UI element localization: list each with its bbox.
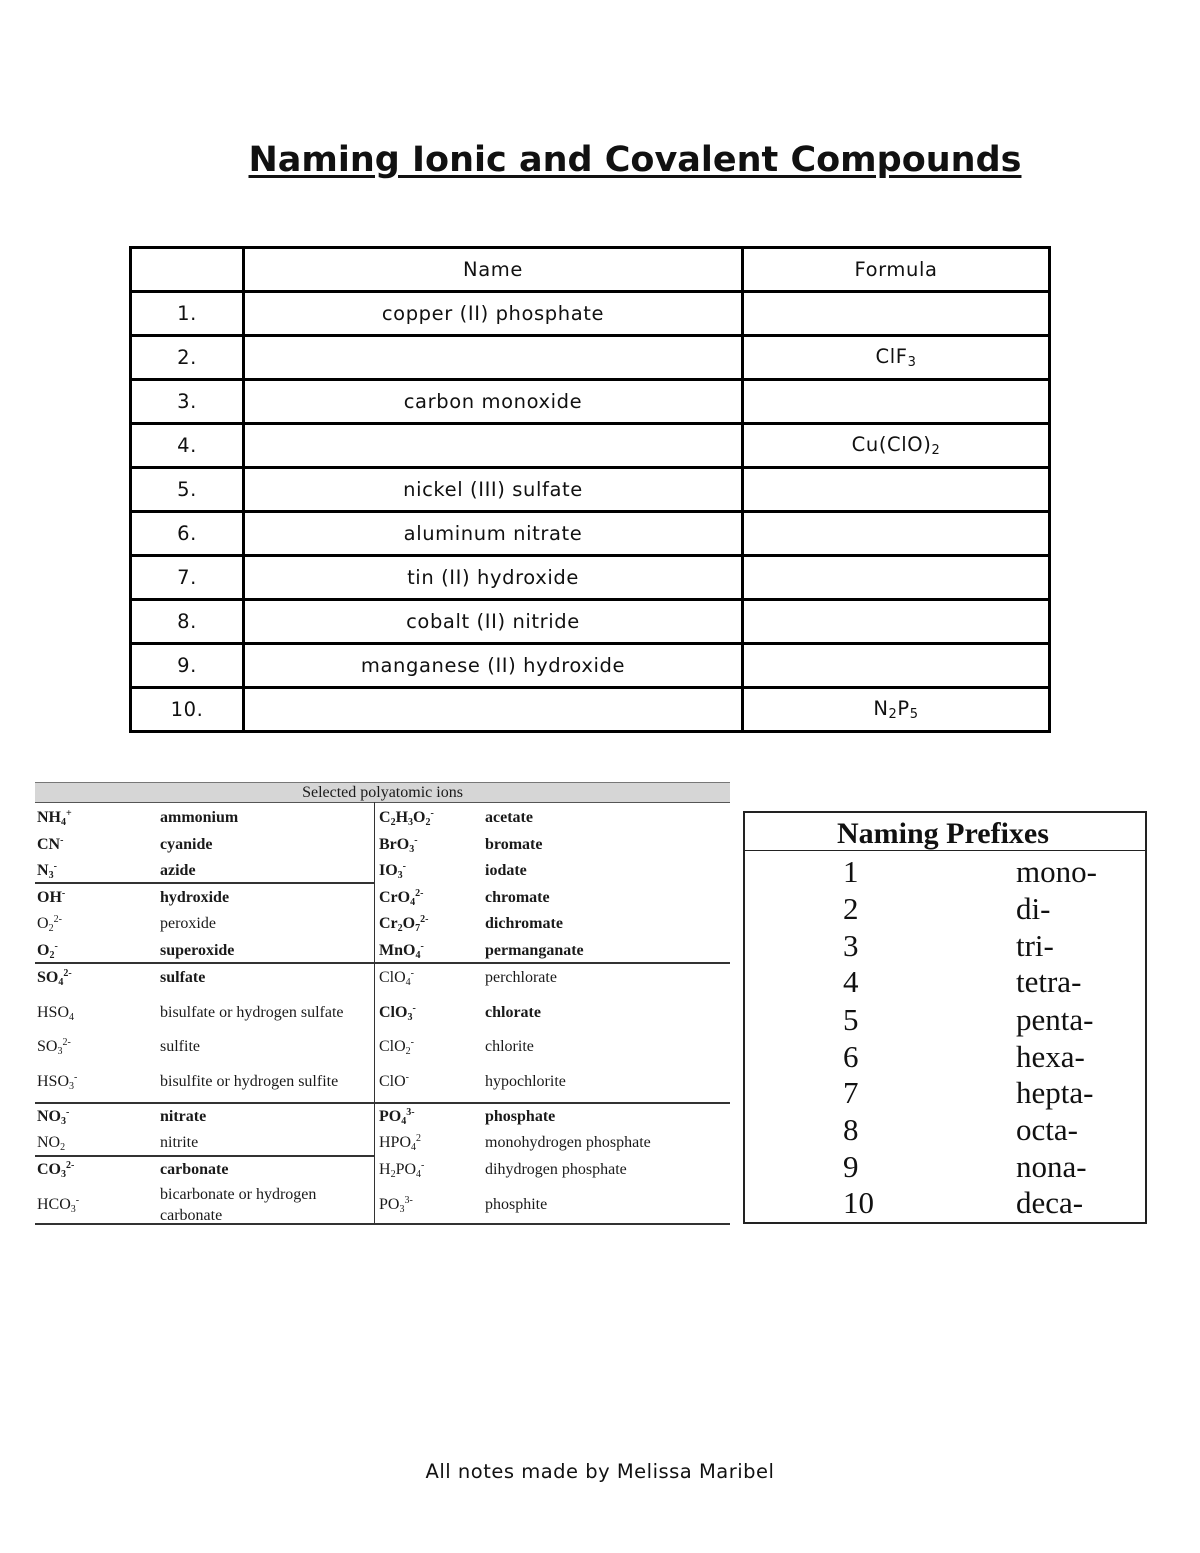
row-number: 2.: [131, 336, 244, 380]
row-name: [244, 336, 743, 380]
row-name: [244, 688, 743, 732]
ion-name: sulfate: [160, 969, 206, 986]
ion-formula: $NO_3^-$: [37, 1107, 70, 1127]
prefix-number: 3: [843, 928, 859, 963]
ion-formula: ClO$_4$-: [379, 968, 415, 988]
ion-formula: $O_2^{2-}$: [37, 914, 62, 934]
row-name: copper (II) phosphate: [244, 292, 743, 336]
table-row: [131, 556, 1050, 600]
row-number: 3.: [131, 380, 244, 424]
ion-formula: $HSO_3^-$: [37, 1072, 78, 1092]
prefix-name: tetra-: [1016, 964, 1082, 999]
row-name: cobalt (II) nitride: [244, 600, 743, 644]
ion-formula: CrO$_4^{2-}$: [379, 888, 424, 908]
ion-formula: $NH_4^+$: [37, 808, 72, 828]
ion-name: bisulfite or hydrogen sulfite: [160, 1073, 339, 1090]
ion-name: azide: [160, 862, 196, 879]
prefix-name: mono-: [1016, 854, 1097, 889]
prefix-number: 9: [843, 1149, 859, 1184]
ion-formula: $HSO_4$: [37, 1004, 75, 1023]
ions-divider: [374, 802, 375, 1224]
ions-group-divider: [35, 962, 730, 964]
row-number: 6.: [131, 512, 244, 556]
row-formula: $Cu(ClO)_2$: [743, 424, 1050, 468]
ion-name: bicarbonate or hydrogen carbonate: [160, 1186, 317, 1224]
ion-formula: ClO$_3$-: [379, 1003, 416, 1023]
ion-formula: $C_2H_3O_2^-$: [379, 808, 434, 828]
row-name: nickel (III) sulfate: [244, 468, 743, 512]
table-row: [131, 644, 1050, 688]
header-formula: Formula: [743, 248, 1050, 292]
row-name: tin (II) hydroxide: [244, 556, 743, 600]
row-number: 8.: [131, 600, 244, 644]
ion-formula: $HPO_4^2$: [379, 1133, 422, 1153]
ion-name: iodate: [485, 862, 527, 879]
row-formula: [743, 600, 1050, 644]
ion-name: peroxide: [160, 915, 216, 932]
table-row: [131, 336, 1050, 380]
row-formula: [743, 292, 1050, 336]
ion-name: acetate: [485, 809, 533, 826]
ion-formula: ClO$_2$-: [379, 1037, 415, 1057]
ion-formula: $SO_3^{2-}$: [37, 1037, 71, 1057]
prefix-name: di-: [1016, 891, 1051, 926]
prefix-number: 10: [843, 1185, 874, 1220]
prefix-number: 4: [843, 964, 859, 999]
table-row: [131, 424, 1050, 468]
ion-name: bromate: [485, 836, 543, 853]
naming-prefixes-table: [743, 811, 1147, 1224]
prefix-number: 6: [843, 1039, 859, 1074]
row-number: 7.: [131, 556, 244, 600]
ion-name: monohydrogen phosphate: [485, 1134, 651, 1151]
ion-name: dichromate: [485, 915, 563, 932]
ion-formula: $CO_3^{2-}$: [37, 1160, 75, 1180]
row-name: [244, 424, 743, 468]
table-row: [131, 512, 1050, 556]
ions-table-title: Selected polyatomic ions: [35, 782, 730, 803]
ions-group-divider: [35, 1102, 730, 1104]
ion-formula: $SO_4^{2-}$: [37, 968, 72, 988]
ions-group-divider: [35, 882, 374, 884]
ions-bottom-border: [35, 1223, 730, 1225]
header-name: Name: [244, 248, 743, 292]
ion-name: sulfite: [160, 1038, 200, 1055]
ion-formula: $PO_4^{3-}$: [379, 1107, 415, 1127]
row-formula: [743, 468, 1050, 512]
ion-formula: ClO-: [379, 1072, 410, 1090]
table-row: [131, 380, 1050, 424]
ion-name: nitrate: [160, 1108, 207, 1125]
ion-formula: $Cr_2O_7^{2-}$: [379, 914, 429, 934]
prefix-number: 2: [843, 891, 859, 926]
row-number: 1.: [131, 292, 244, 336]
row-name: carbon monoxide: [244, 380, 743, 424]
prefix-name: tri-: [1016, 928, 1054, 963]
row-formula: ClF$_3$: [743, 336, 1050, 380]
row-number: 9.: [131, 644, 244, 688]
ion-formula: $H_2PO_4^-$: [379, 1160, 425, 1180]
footer-credit: All notes made by Melissa Maribel: [425, 1460, 775, 1483]
table-row: [131, 468, 1050, 512]
row-formula: [743, 380, 1050, 424]
ion-name: chlorate: [485, 1004, 541, 1021]
ion-formula: CN-: [37, 835, 64, 853]
prefix-number: 7: [843, 1075, 859, 1110]
ion-name: hydroxide: [160, 889, 230, 906]
table-header-row: [131, 248, 1050, 292]
polyatomic-ions-table: [35, 782, 730, 1225]
row-formula: [743, 512, 1050, 556]
ion-formula: OH-: [37, 888, 66, 906]
ion-name: chromate: [485, 889, 550, 906]
prefix-name: hexa-: [1016, 1039, 1085, 1074]
ion-name: chlorite: [485, 1038, 534, 1055]
ion-name: bisulfate or hydrogen sulfate: [160, 1004, 344, 1021]
table-row: [131, 688, 1050, 732]
ion-name: phosphite: [485, 1196, 548, 1213]
worksheet-table: [129, 246, 1051, 733]
prefix-name: penta-: [1016, 1002, 1094, 1037]
ion-formula: MnO$_4$-: [379, 941, 424, 961]
ion-name: cyanide: [160, 836, 213, 853]
ion-formula: $HCO_3^-$: [37, 1195, 80, 1215]
ion-formula: BrO$_3$-: [379, 835, 418, 855]
prefix-name: deca-: [1016, 1185, 1084, 1220]
prefix-number: 8: [843, 1112, 859, 1147]
prefix-name: hepta-: [1016, 1075, 1094, 1110]
ion-formula: $IO_3^-$: [379, 861, 407, 881]
row-number: 5.: [131, 468, 244, 512]
ion-formula: $N_3^-$: [37, 861, 57, 881]
row-name: manganese (II) hydroxide: [244, 644, 743, 688]
row-formula: [743, 644, 1050, 688]
ion-name: nitrite: [160, 1134, 199, 1151]
prefix-number: 5: [843, 1002, 859, 1037]
ion-formula: $NO_2$: [37, 1134, 66, 1153]
table-row: [131, 600, 1050, 644]
ion-name: ammonium: [160, 809, 239, 826]
ion-formula: $O_2^-$: [37, 941, 58, 961]
ion-name: carbonate: [160, 1161, 229, 1178]
table-row: [131, 292, 1050, 336]
header-number: [131, 248, 244, 292]
ion-name: hypochlorite: [485, 1073, 566, 1090]
ion-name: superoxide: [160, 942, 235, 959]
prefix-name: octa-: [1016, 1112, 1078, 1147]
ion-formula: $PO_3^{3-}$: [379, 1195, 413, 1215]
row-number: 4.: [131, 424, 244, 468]
row-name: aluminum nitrate: [244, 512, 743, 556]
ion-name: phosphate: [485, 1108, 556, 1125]
page-title: Naming Ionic and Covalent Compounds: [248, 140, 1022, 180]
row-formula: $N_2P_5$: [743, 688, 1050, 732]
ion-name: dihydrogen phosphate: [485, 1161, 627, 1178]
ion-name: permanganate: [485, 942, 584, 959]
row-formula: [743, 556, 1050, 600]
prefix-name: nona-: [1016, 1149, 1087, 1184]
prefix-number: 1: [843, 854, 859, 889]
row-number: 10.: [131, 688, 244, 732]
ion-name: perchlorate: [485, 969, 557, 986]
ions-group-divider: [35, 1155, 374, 1157]
prefixes-title: Naming Prefixes: [745, 813, 1145, 851]
